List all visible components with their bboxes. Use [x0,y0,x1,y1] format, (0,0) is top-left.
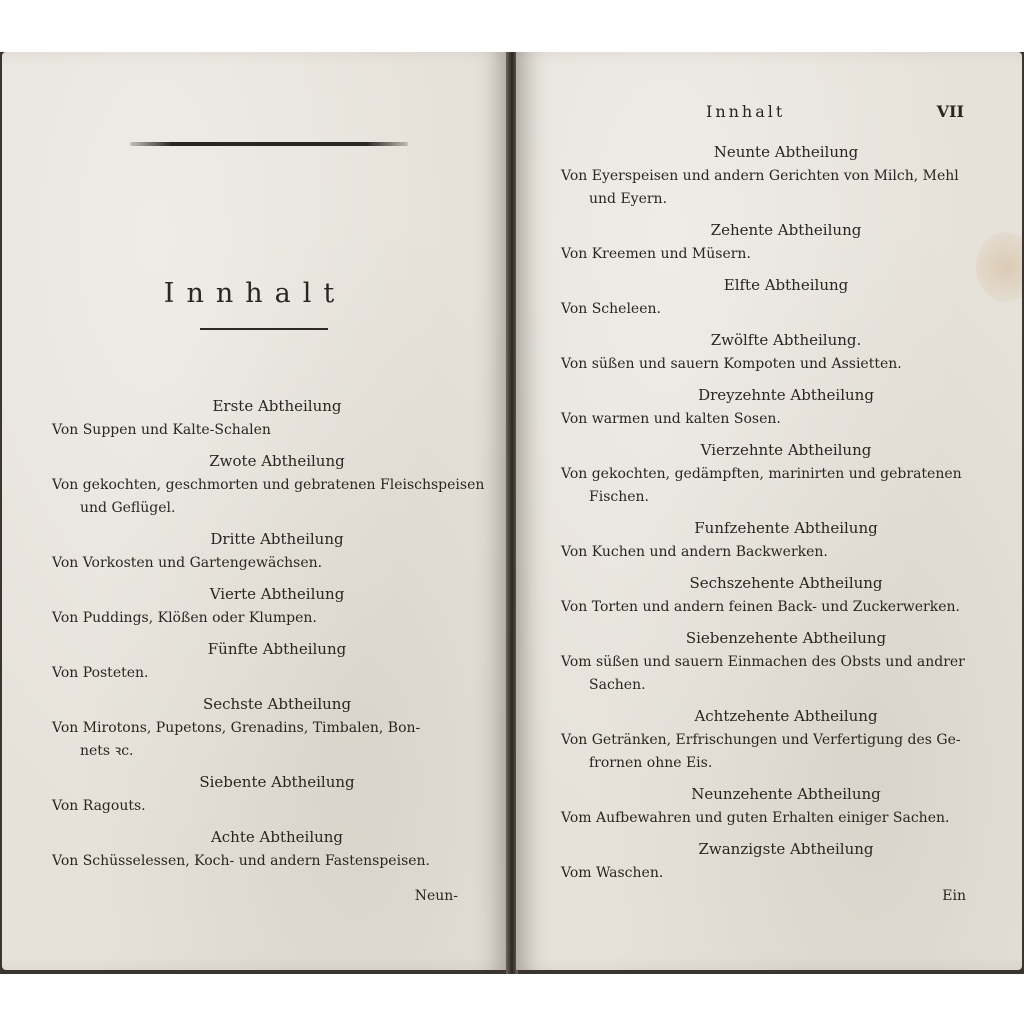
entry-line-continued: Fischen. [589,489,649,505]
toc-section [52,448,485,520]
section-entry [561,353,981,376]
toc-section [561,781,981,830]
entry-line: Von warmen und kalten Sosen. [561,411,781,427]
entry-line: Von süßen und sauern Kompoten und Assietten. [561,356,902,372]
toc-section [561,625,981,697]
section-heading: Achtzehente Abtheilung [694,707,878,725]
toc-section [561,437,981,509]
toc-section [561,382,981,431]
entry-line-continued: frornen ohne Eis. [589,755,713,771]
toc-section [52,636,472,685]
section-entry [52,717,472,763]
section-heading: Zwanzigste Abtheilung [698,840,874,858]
section-heading: Elfte Abtheilung [723,276,849,294]
section-heading: Zehente Abtheilung [710,221,862,239]
toc-section [52,526,472,575]
section-heading: Fünfte Abtheilung [207,640,347,658]
entry-line: Von Scheleen. [561,301,661,317]
section-entry [52,474,485,520]
left-page [2,52,508,970]
entry-line: Von Puddings, Klößen oder Klumpen. [52,610,317,626]
section-entry [52,795,472,818]
section-heading: Neunzehente Abtheilung [691,785,881,803]
section-heading: Siebenzehente Abtheilung [685,629,887,647]
toc-section [561,327,981,376]
section-entry [561,807,981,830]
section-entry [561,463,981,509]
entry-line: Von Eyerspeisen und andern Gerichten von Milch, Mehl [561,168,959,184]
toc-section [561,836,981,885]
entry-line: Von Suppen und Kalte-Schalen [52,422,271,438]
section-heading: Zwölfte Abtheilung. [710,331,862,349]
section-heading: Dreyzehnte Abtheilung [698,386,874,404]
section-entry [52,662,472,685]
entry-line: Von Mirotons, Pupetons, Grenadins, Timbalen, Bon- [52,720,421,736]
title-underline [200,328,328,330]
section-entry [52,552,472,575]
section-heading: Sechste Abtheilung [202,695,352,713]
section-heading: Funfzehente Abtheilung [694,519,878,537]
section-heading: Zwote Abtheilung [209,452,345,470]
section-heading: Vierte Abtheilung [209,585,345,603]
toc-section [52,393,472,442]
open-book [0,52,1024,974]
entry-line: Von Posteten. [52,665,149,681]
toc-section [52,581,472,630]
top-ornament-rule [130,142,408,146]
entry-line-continued: Sachen. [589,677,646,693]
section-heading: Sechszehente Abtheilung [689,574,883,592]
section-entry [561,298,981,321]
entry-line: Von Vorkosten und Gartengewächsen. [52,555,323,571]
entry-line: Vom süßen und sauern Einmachen des Obsts und andrer [561,654,965,670]
toc-left [52,393,485,879]
toc-section [561,272,981,321]
section-entry [561,651,981,697]
page-title: Innhalt [163,278,347,309]
section-entry [561,862,981,885]
entry-line: Von Schüsselessen, Koch- und andern Fastenspeisen. [52,853,431,869]
entry-line-continued: nets ꝛc. [80,743,134,759]
section-entry [52,419,472,442]
section-entry [561,243,981,266]
section-heading: Neunte Abtheilung [713,143,859,161]
section-entry [52,607,472,630]
section-heading: Siebente Abtheilung [199,773,355,791]
toc-right [561,139,981,891]
entry-line: Von Kreemen und Müsern. [561,246,751,262]
catchword: Neun- [414,888,458,904]
catchword: Ein [942,888,966,904]
entry-line-continued: und Geflügel. [80,500,176,516]
entry-line: Vom Waschen. [561,865,664,881]
running-header [516,102,1022,126]
toc-section [52,691,472,763]
entry-line-continued: und Eyern. [589,191,668,207]
section-entry [561,541,981,564]
toc-section [561,703,981,775]
section-entry [561,729,981,775]
entry-line: Von gekochten, gedämpften, marinirten und gebratenen [561,466,962,482]
section-entry [561,165,981,211]
section-entry [52,850,472,873]
entry-line: Von Torten und andern feinen Back- und Zuckerwerken. [561,599,960,615]
right-page [516,52,1022,970]
running-header-title: Innhalt [706,102,786,121]
toc-section [52,769,472,818]
entry-line: Vom Aufbewahren und guten Erhalten einiger Sachen. [561,810,950,826]
page-number: VII [936,102,964,121]
toc-section [561,139,981,211]
entry-line: Von gekochten, geschmorten und gebratenen Fleischspeisen [52,477,485,493]
paper-stain [976,232,1022,302]
section-entry [561,408,981,431]
section-entry [561,596,981,619]
entry-line: Von Kuchen und andern Backwerken. [561,544,828,560]
section-heading: Dritte Abtheilung [210,530,344,548]
entry-line: Von Getränken, Erfrischungen und Verfertigung des Ge- [561,732,961,748]
toc-section [561,217,981,266]
toc-section [561,570,981,619]
toc-section [52,824,472,873]
toc-section [561,515,981,564]
section-heading: Vierzehnte Abtheilung [700,441,872,459]
entry-line: Von Ragouts. [52,798,146,814]
section-heading: Achte Abtheilung [210,828,344,846]
section-heading: Erste Abtheilung [212,397,342,415]
